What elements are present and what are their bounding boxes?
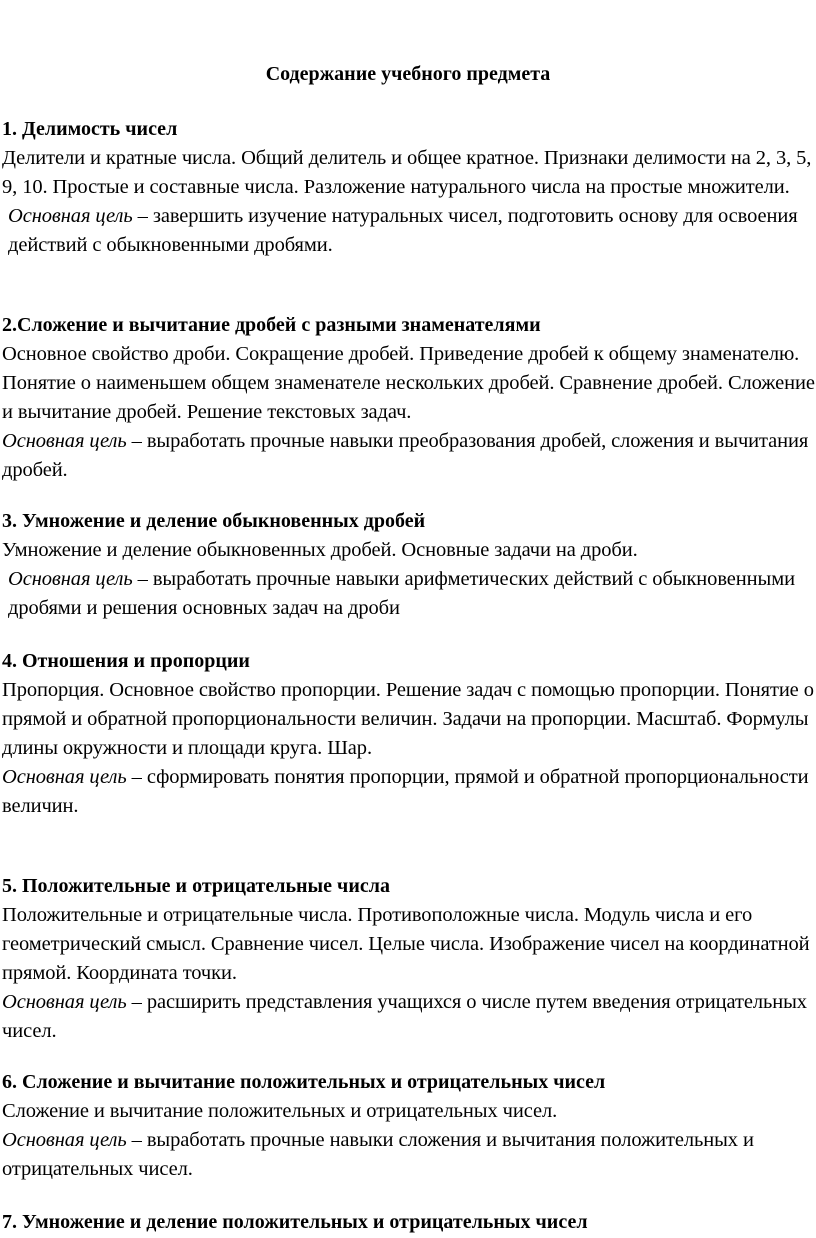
- goal-text: – расширить представления учащихся о числе путем введения отрицательных чисел.: [2, 991, 807, 1042]
- section-heading: 3. Умножение и деление обыкновенных дробей: [2, 510, 426, 532]
- goal-label: Основная цель: [2, 430, 127, 452]
- section-5: [2, 872, 816, 1046]
- goal-label: Основная цель: [2, 991, 127, 1013]
- section-heading: 2.Сложение и вычитание дробей с разными знаменателями: [2, 314, 541, 336]
- goal-text: – выработать прочные навыки сложения и вычитания положительных и отрицательных чисел.: [2, 1129, 754, 1180]
- section-heading: 7. Умножение и деление положительных и отрицательных чисел: [2, 1211, 588, 1233]
- goal-label: Основная цель: [2, 1129, 127, 1151]
- goal-text: – выработать прочные навыки преобразования дробей, сложения и вычитания дробей.: [2, 430, 809, 481]
- section-body: Пропорция. Основное свойство пропорции. Решение задач с помощью пропорции. Понятие о прямой и обратной пропорциональности величин. Задачи на пропорции. Масштаб. Формулы длины окружности и площади круга. Шар.: [2, 679, 814, 759]
- section-heading: 1. Делимость чисел: [2, 118, 178, 140]
- section-goal: [2, 763, 816, 821]
- section-body: Умножение и деление обыкновенных дробей. Основные задачи на дроби.: [2, 539, 638, 561]
- goal-text: – сформировать понятия пропорции, прямой и обратной пропорциональности величин.: [2, 766, 809, 817]
- section-7: [2, 1208, 816, 1237]
- section-body: Делители и кратные числа. Общий делитель и общее кратное. Признаки делимости на 2, 3, 5, 9, 10. Простые и составные числа. Разложение натурального числа на простые множители.: [2, 147, 812, 198]
- section-3: [2, 507, 816, 623]
- section-heading: 4. Отношения и пропорции: [2, 650, 250, 672]
- section-goal: [2, 427, 816, 485]
- section-6: [2, 1068, 816, 1184]
- goal-text: – выработать прочные навыки арифметических действий с обыкновенными дробями и решения основных задач на дроби: [8, 568, 795, 619]
- goal-label: Основная цель: [2, 766, 127, 788]
- document-title: Содержание учебного предмета: [265, 63, 551, 85]
- section-body: Основное свойство дроби. Сокращение дробей. Приведение дробей к общему знаменателю. Понятие о наименьшем общем знаменателе нескольких дробей. Сравнение дробей. Сложение и вычитание дробей. Решение текстовых задач.: [2, 343, 815, 423]
- section-heading: 5. Положительные и отрицательные числа: [2, 875, 390, 897]
- section-heading: 6. Сложение и вычитание положительных и отрицательных чисел: [2, 1071, 606, 1093]
- section-body: Сложение и вычитание положительных и отрицательных чисел.: [2, 1100, 558, 1122]
- section-body: Положительные и отрицательные числа. Противоположные числа. Модуль числа и его геометрический смысл. Сравнение чисел. Целые числа. Изображение чисел на координатной прямой. Координата точки.: [2, 904, 810, 984]
- goal-label: Основная цель: [8, 568, 133, 590]
- section-1: [2, 115, 816, 260]
- section-goal: [2, 565, 816, 623]
- section-2: [2, 311, 816, 485]
- section-4: [2, 647, 816, 821]
- goal-text: – завершить изучение натуральных чисел, подготовить основу для освоения действий с обыкновенными дробями.: [8, 205, 798, 256]
- section-goal: [2, 1126, 816, 1184]
- section-goal: [2, 202, 816, 260]
- section-goal: [2, 988, 816, 1046]
- goal-label: Основная цель: [8, 205, 133, 227]
